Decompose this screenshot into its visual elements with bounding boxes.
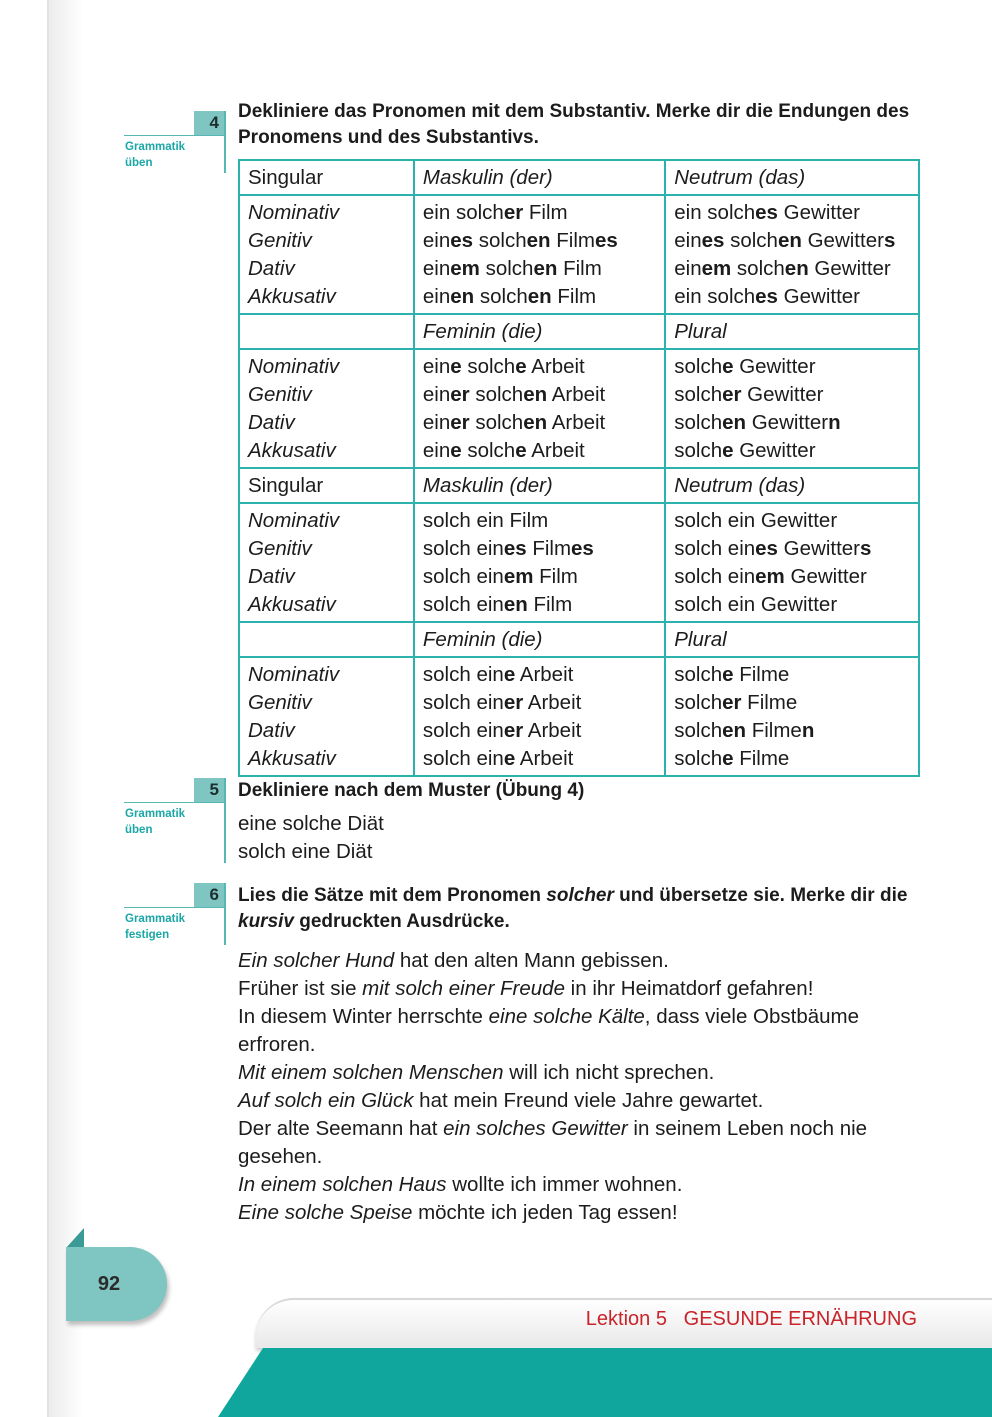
table-header-cell: Plural bbox=[665, 314, 919, 349]
task-text-part: kursiv bbox=[238, 911, 294, 932]
stem: solch bbox=[724, 229, 778, 252]
stem: ein bbox=[422, 257, 451, 280]
case-name: Genitiv bbox=[248, 537, 312, 560]
stem: ein bbox=[422, 229, 451, 252]
table-header-cell: Maskulin (der) bbox=[414, 160, 665, 195]
stem: solch bbox=[674, 439, 723, 462]
form-line bbox=[423, 535, 656, 563]
table-row bbox=[239, 657, 919, 776]
form-line bbox=[674, 661, 910, 689]
case-name: Genitiv bbox=[248, 229, 312, 252]
stem: solch ein bbox=[422, 691, 504, 714]
ending: en bbox=[527, 285, 552, 308]
stem: solch bbox=[674, 747, 723, 770]
ending: en bbox=[523, 411, 548, 434]
form-line bbox=[674, 717, 910, 745]
stem: solch bbox=[674, 719, 723, 742]
stem: Gewitter bbox=[733, 439, 816, 462]
sentence-text: in ihr Heimatdorf gefahren! bbox=[564, 977, 814, 1000]
stem: Filme bbox=[733, 663, 790, 686]
stem: ein bbox=[422, 439, 451, 462]
italic-expression: eine solche Kälte bbox=[488, 1005, 645, 1028]
example-sentence bbox=[238, 1059, 928, 1087]
table-row bbox=[239, 349, 919, 468]
stem: solch ein Gewitter bbox=[674, 593, 838, 616]
case-name: Akkusativ bbox=[248, 747, 336, 770]
stem: ein bbox=[422, 383, 451, 406]
stem: Film bbox=[533, 565, 578, 588]
stem: solch ein bbox=[674, 537, 756, 560]
stem: Film bbox=[526, 537, 572, 560]
exercise-5-label-line-1: Grammatik bbox=[125, 808, 186, 820]
stem: Arbeit bbox=[515, 747, 574, 770]
stem: solch ein bbox=[422, 663, 504, 686]
forms-cell bbox=[414, 657, 665, 776]
form-line bbox=[423, 255, 656, 283]
sentence-text: will ich nicht sprechen. bbox=[503, 1061, 715, 1084]
case-cell bbox=[239, 349, 414, 468]
form-line bbox=[674, 437, 910, 465]
exercise-6-label-line-1: Grammatik bbox=[125, 913, 186, 925]
form-line bbox=[674, 689, 910, 717]
exercise-4-label-line-2: üben bbox=[125, 157, 153, 169]
sentence-text: hat mein Freund viele Jahre gewartet. bbox=[413, 1089, 764, 1112]
ending: e bbox=[722, 747, 734, 770]
ending: en bbox=[526, 229, 551, 252]
sentence-text: , dass viele Obstbäume erfroren. bbox=[238, 1005, 860, 1056]
forms-cell bbox=[665, 195, 919, 314]
footer-teal-band bbox=[218, 1348, 992, 1417]
exercise-4-label-line-1: Grammatik bbox=[125, 141, 186, 153]
case-name: Genitiv bbox=[248, 383, 312, 406]
exercise-5-label bbox=[125, 806, 185, 838]
italic-expression: Ein solcher Hund bbox=[238, 949, 395, 972]
stem: ein solch bbox=[422, 201, 504, 224]
sentence-text: hat den alten Mann gebissen. bbox=[394, 949, 669, 972]
form-line bbox=[423, 409, 656, 437]
table-header-cell: Neutrum (das) bbox=[665, 468, 919, 503]
stem: ein solch bbox=[674, 201, 756, 224]
stem: ein solch bbox=[674, 285, 756, 308]
case-name: Akkusativ bbox=[248, 439, 336, 462]
ending: n bbox=[801, 719, 815, 742]
example-sentence bbox=[238, 947, 928, 975]
italic-expression: ein solches Gewitter bbox=[443, 1117, 628, 1140]
stem: Filme bbox=[741, 691, 798, 714]
ending: es bbox=[571, 537, 594, 560]
case-cell bbox=[239, 195, 414, 314]
task-text-part: Dekliniere das Pronomen mit dem Substantiv. Merke dir die Endungen des Pronomens und des Substantivs. bbox=[238, 101, 910, 148]
forms-cell bbox=[665, 657, 919, 776]
table-row bbox=[239, 503, 919, 622]
ending: en bbox=[450, 285, 475, 308]
table-header-row bbox=[239, 314, 919, 349]
stem: solch ein bbox=[422, 565, 504, 588]
stem: Gewitter bbox=[784, 565, 867, 588]
forms-cell bbox=[665, 349, 919, 468]
task-text-part: Lies die Sätze mit dem Pronomen bbox=[238, 885, 547, 906]
stem: solch bbox=[473, 229, 527, 252]
exercise-6-task bbox=[238, 883, 928, 935]
form-line bbox=[674, 535, 910, 563]
exercise-5-rule bbox=[124, 802, 226, 803]
stem: solch bbox=[469, 411, 524, 434]
ending: e bbox=[450, 355, 462, 378]
lesson-topic: GESUNDE ERNÄHRUNG bbox=[683, 1308, 917, 1330]
stem: Gewitter bbox=[777, 201, 860, 224]
stem: solch bbox=[674, 411, 723, 434]
page-number: 92 bbox=[97, 1273, 121, 1295]
stem: solch bbox=[674, 663, 723, 686]
case-name: Genitiv bbox=[248, 691, 312, 714]
ending: em bbox=[755, 565, 785, 588]
stem: Arbeit bbox=[526, 439, 585, 462]
case-name: Nominativ bbox=[248, 355, 340, 378]
italic-expression: In einem solchen Haus bbox=[238, 1173, 447, 1196]
case-name: Dativ bbox=[248, 719, 295, 742]
form-line bbox=[674, 507, 910, 535]
ending: e bbox=[722, 663, 734, 686]
form-line bbox=[423, 689, 656, 717]
stem: Film bbox=[550, 229, 595, 252]
italic-expression: Eine solche Speise bbox=[238, 1201, 413, 1224]
exercise-6-label-line-2: festigen bbox=[125, 929, 170, 941]
exercise-5-line-1: eine solche Diät bbox=[238, 812, 384, 835]
lesson-number: Lektion 5 bbox=[585, 1308, 667, 1330]
ending: en bbox=[722, 411, 747, 434]
exercise-5-line-2: solch eine Diät bbox=[238, 840, 373, 863]
binding-shadow bbox=[49, 0, 83, 1417]
case-name: Akkusativ bbox=[248, 285, 336, 308]
ending: es bbox=[755, 537, 778, 560]
exercise-6-number: 6 bbox=[194, 883, 226, 907]
stem: Arbeit bbox=[547, 383, 606, 406]
stem: Gewitter bbox=[777, 537, 860, 560]
exercise-4-label bbox=[125, 139, 185, 171]
table-header-cell: Feminin (die) bbox=[414, 622, 665, 657]
table-header-cell: Plural bbox=[665, 622, 919, 657]
forms-cell bbox=[414, 349, 665, 468]
stem: solch ein bbox=[422, 719, 504, 742]
case-cell bbox=[239, 657, 414, 776]
ending: en bbox=[523, 383, 548, 406]
stem: solch ein Film bbox=[422, 509, 549, 532]
stem: Gewitter bbox=[741, 383, 824, 406]
sentence-text: In diesem Winter herrschte bbox=[238, 1005, 489, 1028]
stem: solch ein Gewitter bbox=[674, 509, 838, 532]
ending: e bbox=[515, 439, 527, 462]
form-line bbox=[423, 591, 656, 619]
ending: en bbox=[777, 229, 802, 252]
case-name: Nominativ bbox=[248, 509, 340, 532]
ending: es bbox=[701, 229, 725, 252]
exercise-5-label-line-2: üben bbox=[125, 824, 153, 836]
ending: en bbox=[722, 719, 747, 742]
table-header-row bbox=[239, 622, 919, 657]
ending: en bbox=[784, 257, 809, 280]
stem: solch bbox=[461, 439, 516, 462]
italic-expression: mit solch einer Freude bbox=[362, 977, 565, 1000]
stem: solch bbox=[731, 257, 785, 280]
stem: Gewitter bbox=[808, 257, 891, 280]
ending: em bbox=[450, 257, 480, 280]
declension-table bbox=[238, 159, 920, 777]
exercise-6-marker-line bbox=[224, 883, 226, 945]
case-cell bbox=[239, 503, 414, 622]
stem: solch bbox=[479, 257, 534, 280]
form-line bbox=[674, 591, 910, 619]
ending: er bbox=[722, 691, 742, 714]
exercise-4-number: 4 bbox=[194, 111, 226, 135]
ending: es bbox=[450, 229, 474, 252]
table-row bbox=[239, 195, 919, 314]
ending: e bbox=[722, 355, 734, 378]
forms-cell bbox=[665, 503, 919, 622]
form-line bbox=[423, 227, 656, 255]
ending: er bbox=[503, 719, 524, 742]
stem: solch bbox=[461, 355, 516, 378]
table-header-cell: Singular bbox=[239, 160, 414, 195]
ending: er bbox=[503, 691, 524, 714]
forms-cell bbox=[414, 195, 665, 314]
form-line bbox=[674, 745, 910, 773]
exercise-5-number: 5 bbox=[194, 778, 226, 802]
stem: ein bbox=[422, 411, 451, 434]
stem: Arbeit bbox=[526, 355, 585, 378]
stem: Gewitter bbox=[777, 285, 860, 308]
case-name: Nominativ bbox=[248, 201, 340, 224]
stem: solch bbox=[674, 691, 723, 714]
ending: n bbox=[828, 411, 841, 434]
case-name: Dativ bbox=[248, 411, 295, 434]
ending: s bbox=[883, 229, 896, 252]
stem: ein bbox=[674, 257, 702, 280]
example-sentence bbox=[238, 1171, 928, 1199]
exercise-4-task bbox=[238, 99, 928, 151]
form-line bbox=[423, 745, 656, 773]
exercise-5-task bbox=[238, 778, 928, 804]
task-text-part: solcher bbox=[546, 885, 614, 906]
stem: solch bbox=[474, 285, 528, 308]
stem: Film bbox=[557, 257, 602, 280]
form-line bbox=[423, 381, 656, 409]
form-line bbox=[674, 353, 910, 381]
stem: Filme bbox=[746, 719, 802, 742]
ending: es bbox=[503, 537, 527, 560]
form-line bbox=[423, 507, 656, 535]
example-sentence bbox=[238, 1087, 928, 1115]
ending: e bbox=[450, 439, 462, 462]
stem: solch ein bbox=[422, 747, 504, 770]
lesson-title bbox=[586, 1305, 917, 1333]
form-line bbox=[423, 283, 656, 311]
stem: Film bbox=[551, 285, 597, 308]
ending: s bbox=[860, 537, 872, 560]
ending: es bbox=[594, 229, 618, 252]
ending: er bbox=[450, 383, 470, 406]
form-line bbox=[674, 255, 910, 283]
form-line bbox=[674, 563, 910, 591]
stem: solch ein bbox=[422, 593, 504, 616]
table-header-cell: Maskulin (der) bbox=[414, 468, 665, 503]
ending: en bbox=[533, 257, 558, 280]
sentence-text: Früher ist sie bbox=[238, 977, 363, 1000]
stem: Gewitter bbox=[746, 411, 829, 434]
table-header-cell bbox=[239, 314, 414, 349]
ending: es bbox=[755, 201, 778, 224]
form-line bbox=[423, 199, 656, 227]
ending: er bbox=[722, 383, 742, 406]
stem: Arbeit bbox=[547, 411, 606, 434]
task-text-part: gedruckten Ausdrücke. bbox=[293, 911, 510, 932]
stem: ein bbox=[674, 229, 702, 252]
task-text-part: und übersetze sie. Merke dir die bbox=[613, 885, 908, 906]
stem: ein bbox=[422, 285, 451, 308]
example-sentence bbox=[238, 1199, 928, 1227]
exercise-4-marker-line bbox=[224, 111, 226, 173]
form-line bbox=[423, 661, 656, 689]
table-header-cell: Feminin (die) bbox=[414, 314, 665, 349]
ending: en bbox=[503, 593, 528, 616]
ending: e bbox=[503, 747, 516, 770]
ending: e bbox=[503, 663, 516, 686]
exercise-4-rule bbox=[124, 135, 226, 136]
ending: e bbox=[515, 355, 527, 378]
ending: er bbox=[450, 411, 470, 434]
stem: Gewitter bbox=[733, 355, 816, 378]
form-line bbox=[423, 353, 656, 381]
form-line bbox=[674, 409, 910, 437]
example-sentence bbox=[238, 1115, 928, 1171]
form-line bbox=[674, 381, 910, 409]
table-header-row bbox=[239, 468, 919, 503]
table-header-row bbox=[239, 160, 919, 195]
forms-cell bbox=[414, 503, 665, 622]
task-text-part: Dekliniere nach dem Muster (Übung 4) bbox=[238, 780, 585, 801]
sentence-text: möchte ich jeden Tag essen! bbox=[412, 1201, 678, 1224]
exercise-6-rule bbox=[124, 907, 226, 908]
table-header-cell bbox=[239, 622, 414, 657]
ending: e bbox=[722, 439, 734, 462]
example-sentence bbox=[238, 1003, 928, 1059]
stem: ein bbox=[422, 355, 451, 378]
stem: Filme bbox=[733, 747, 790, 770]
example-sentences bbox=[238, 947, 928, 1227]
ending: em bbox=[503, 565, 534, 588]
ending: em bbox=[701, 257, 732, 280]
stem: Film bbox=[527, 593, 573, 616]
case-name: Akkusativ bbox=[248, 593, 336, 616]
sentence-text: in seinem Leben noch nie gesehen. bbox=[238, 1117, 868, 1168]
page-tab-fold bbox=[66, 1228, 84, 1248]
stem: solch bbox=[469, 383, 524, 406]
table-header-cell: Singular bbox=[239, 468, 414, 503]
case-name: Dativ bbox=[248, 257, 295, 280]
case-name: Dativ bbox=[248, 565, 295, 588]
ending: er bbox=[503, 201, 524, 224]
stem: Film bbox=[523, 201, 568, 224]
form-line bbox=[674, 283, 910, 311]
table-header-cell: Neutrum (das) bbox=[665, 160, 919, 195]
case-name: Nominativ bbox=[248, 663, 340, 686]
form-line bbox=[423, 717, 656, 745]
stem: solch ein bbox=[674, 565, 756, 588]
exercise-6-label bbox=[125, 911, 185, 943]
italic-expression: Auf solch ein Glück bbox=[238, 1089, 414, 1112]
stem: solch ein bbox=[422, 537, 504, 560]
stem: Arbeit bbox=[523, 691, 582, 714]
sentence-text: wollte ich immer wohnen. bbox=[446, 1173, 683, 1196]
exercise-5-marker-line bbox=[224, 778, 226, 863]
form-line bbox=[674, 227, 910, 255]
stem: solch bbox=[674, 383, 723, 406]
stem: Gewitter bbox=[801, 229, 884, 252]
example-sentence bbox=[238, 975, 928, 1003]
sentence-text: Der alte Seemann hat bbox=[238, 1117, 444, 1140]
form-line bbox=[674, 199, 910, 227]
stem: solch bbox=[674, 355, 723, 378]
italic-expression: Mit einem solchen Menschen bbox=[238, 1061, 504, 1084]
stem: Arbeit bbox=[515, 663, 574, 686]
form-line bbox=[423, 563, 656, 591]
stem: Arbeit bbox=[523, 719, 582, 742]
ending: es bbox=[755, 285, 778, 308]
form-line bbox=[423, 437, 656, 465]
